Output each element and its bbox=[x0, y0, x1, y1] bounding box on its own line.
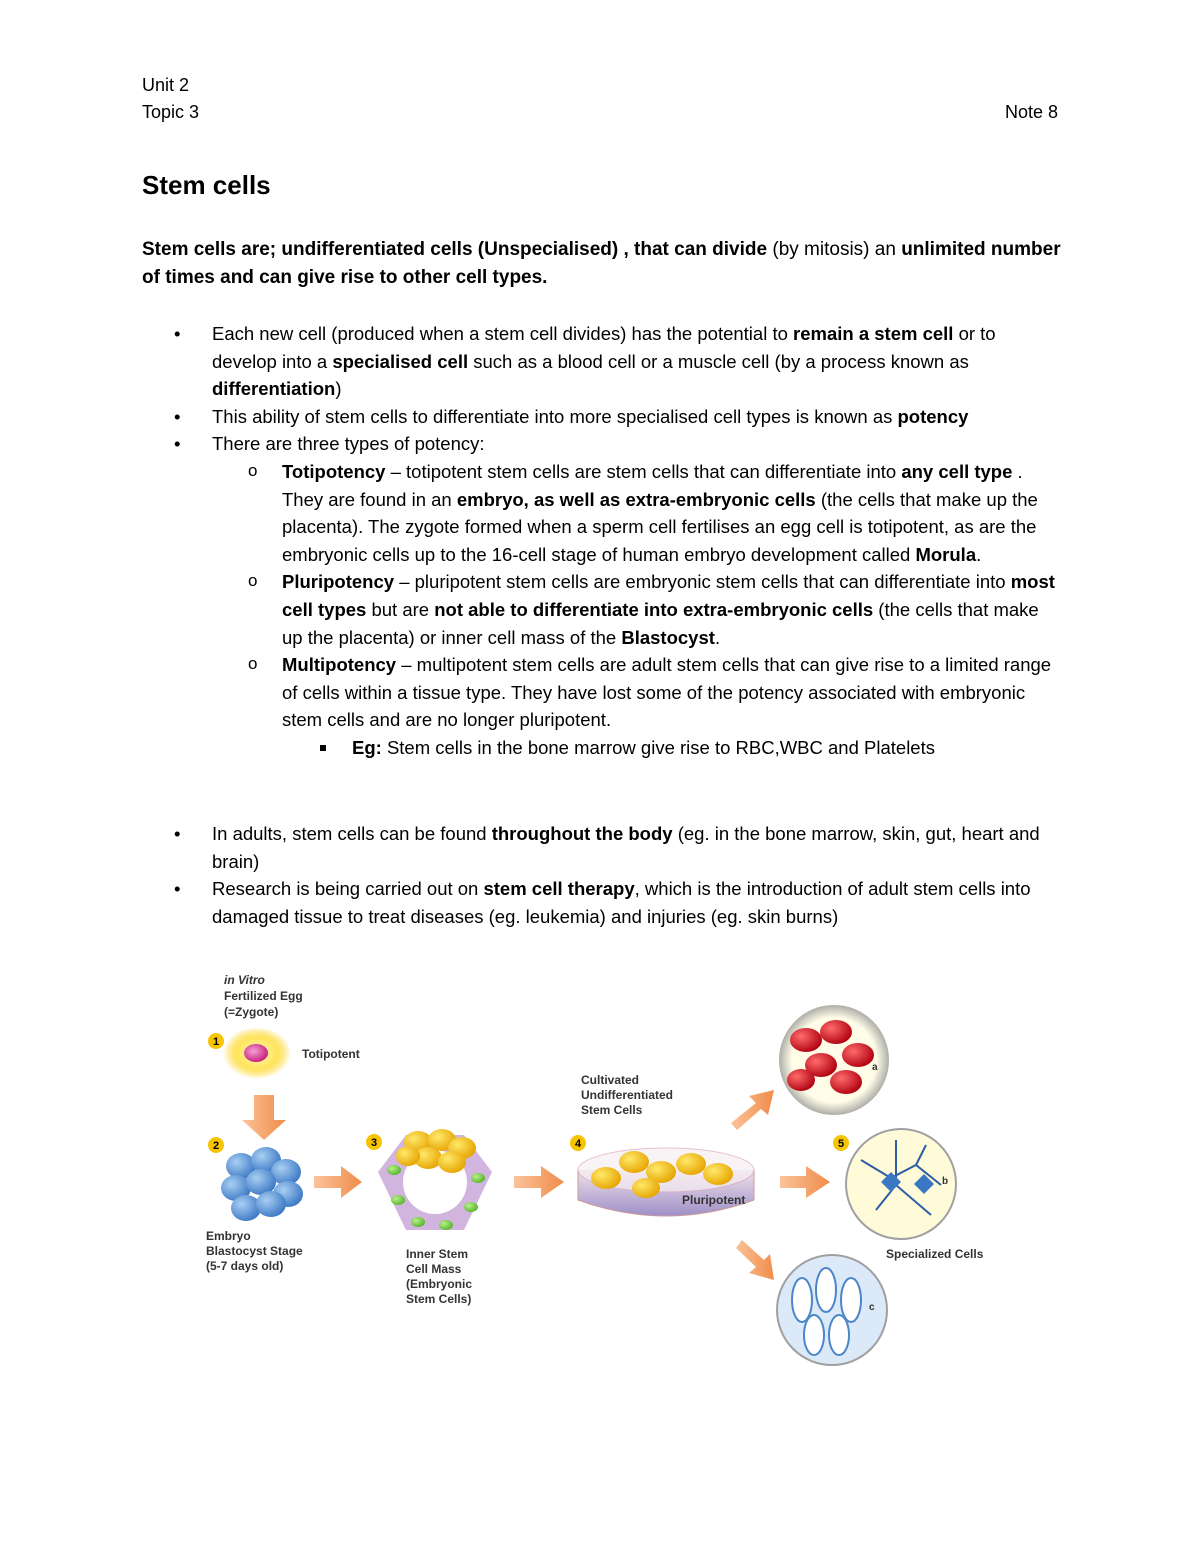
inner-cell-mass bbox=[378, 1129, 492, 1230]
bullet-new-cell bbox=[142, 320, 1062, 403]
text-bold: potency bbox=[897, 405, 969, 427]
definition-paragraph bbox=[142, 236, 1062, 292]
unit-label: Unit 2 bbox=[142, 75, 190, 95]
bullet-list-secondary bbox=[142, 820, 1062, 930]
text-bold: embryo, as well as extra-embryonic cells bbox=[456, 488, 816, 510]
text: but are bbox=[366, 598, 435, 620]
label-in-vitro: in Vitro bbox=[224, 973, 265, 987]
label-inner-stem-4: Stem Cells) bbox=[406, 1292, 472, 1306]
text-bold: Totipotency bbox=[282, 460, 386, 482]
text: . They are found in an bbox=[282, 460, 1023, 510]
bullet-list-main bbox=[142, 320, 1062, 762]
bullet-potency-types bbox=[142, 430, 1062, 761]
label-fertilized-egg: Fertilized Egg bbox=[224, 989, 303, 1003]
label-pluripotent: Pluripotent bbox=[682, 1193, 746, 1207]
step-number-1: 1 bbox=[212, 1036, 220, 1048]
text-bold: Multipotency bbox=[282, 654, 397, 676]
text-bold: not able to differentiate into extra-embryonic cells bbox=[434, 598, 874, 620]
text-bold: Blastocyst bbox=[621, 626, 715, 648]
label-specialized-cells: Specialized Cells bbox=[886, 1247, 984, 1261]
text: – totipotent stem cells are stem cells that can differentiate into bbox=[385, 460, 902, 482]
text-bold: specialised cell bbox=[332, 350, 469, 372]
bullet-research bbox=[142, 875, 1062, 930]
text-bold: Eg: bbox=[352, 736, 382, 758]
text: Each new cell (produced when a stem cell divides) has the potential to bbox=[212, 323, 794, 344]
label-cultivated-2: Undifferentiated bbox=[581, 1088, 674, 1102]
text: This ability of stem cells to differentiate into more specialised cell types is known as bbox=[212, 405, 898, 427]
text: There are three types of potency: bbox=[212, 433, 485, 455]
arrow-down-right bbox=[736, 1240, 774, 1280]
text-bold: any cell type bbox=[901, 460, 1013, 482]
blastocyst-cluster bbox=[221, 1147, 303, 1221]
specialized-cell-red-blood bbox=[779, 1005, 889, 1115]
arrow-right-2 bbox=[514, 1166, 564, 1198]
stem-cell-diagram bbox=[196, 960, 1026, 1380]
text-bold: Pluripotency bbox=[282, 571, 395, 593]
arrow-right-1 bbox=[314, 1166, 362, 1198]
topic-label: Topic 3 bbox=[142, 102, 200, 122]
label-b: b bbox=[942, 1176, 949, 1187]
text: In adults, stem cells can be found bbox=[212, 823, 492, 844]
header-row bbox=[142, 99, 1058, 126]
example-sublist bbox=[282, 734, 1062, 762]
page-header bbox=[142, 72, 1058, 126]
arrow-up-right bbox=[731, 1090, 774, 1130]
text: (eg. in the bone marrow, skin, gut, heart and brain) bbox=[212, 823, 1040, 872]
label-inner-stem-3: (Embryonic bbox=[406, 1277, 473, 1291]
text-bold: Morula bbox=[915, 543, 977, 565]
arrow-right-3 bbox=[780, 1166, 830, 1198]
definition-part-3: unlimited number of times and can give rise to other cell types. bbox=[142, 239, 1061, 288]
label-cultivated-1: Cultivated bbox=[581, 1073, 640, 1087]
zygote-nucleus bbox=[244, 1044, 268, 1062]
bullet-potency bbox=[142, 403, 1062, 431]
text-bold: stem cell therapy bbox=[483, 878, 635, 900]
label-inner-stem-1: Inner Stem bbox=[406, 1247, 469, 1261]
text-bold: differentiation bbox=[212, 378, 336, 400]
text-bold: most cell types bbox=[282, 571, 1055, 620]
label-totipotent: Totipotent bbox=[302, 1047, 360, 1061]
subitem-multipotency bbox=[212, 651, 1062, 761]
label-days: (5-7 days old) bbox=[206, 1259, 284, 1273]
text: Stem cells in the bone marrow give rise to RBC,WBC and Platelets bbox=[381, 736, 935, 758]
label-inner-stem-2: Cell Mass bbox=[406, 1262, 462, 1276]
step-number-5: 5 bbox=[837, 1138, 845, 1150]
specialized-cell-nerve bbox=[846, 1129, 956, 1239]
definition-part-2: (by mitosis) an bbox=[767, 239, 902, 260]
text: such as a blood cell or a muscle cell (by a process known as bbox=[468, 350, 969, 372]
text-bold: throughout the body bbox=[491, 823, 673, 844]
text: . bbox=[976, 543, 982, 565]
subitem-example bbox=[282, 734, 1062, 762]
text: or to develop into a bbox=[212, 323, 996, 372]
arrow-down bbox=[242, 1095, 286, 1140]
text: – pluripotent stem cells are embryonic stem cells that can differentiate into bbox=[394, 571, 1011, 593]
bullet-adults bbox=[142, 820, 1062, 875]
text: . bbox=[714, 626, 721, 648]
text: (the cells that make up the placenta). The zygote formed when a sperm cell fertilises an egg cell is totipotent, as are the embryonic cells up to the 16-cell stage of human embryo development called bbox=[282, 488, 1038, 565]
label-embryo: Embryo bbox=[206, 1229, 251, 1243]
label-c: c bbox=[869, 1302, 875, 1313]
subitem-totipotency bbox=[212, 458, 1062, 568]
potency-sublist bbox=[212, 458, 1062, 762]
text: , which is the introduction of adult stem cells into damaged tissue to treat diseases (eg. leukemia) and injuries (eg. skin burns) bbox=[212, 878, 1031, 927]
note-label: Note 8 bbox=[1004, 102, 1058, 122]
label-zygote: (=Zygote) bbox=[224, 1005, 279, 1019]
text: (the cells that make up the placenta) or inner cell mass of the bbox=[282, 598, 1039, 648]
label-cultivated-3: Stem Cells bbox=[581, 1103, 643, 1117]
definition-part-1: Stem cells are; undifferentiated cells (Unspecialised) , that can divide bbox=[142, 239, 768, 260]
step-number-2: 2 bbox=[212, 1140, 220, 1152]
step-number-3: 3 bbox=[370, 1137, 378, 1149]
page-title: Stem cells bbox=[142, 170, 271, 200]
text-bold: remain a stem cell bbox=[793, 323, 954, 344]
subitem-pluripotency bbox=[212, 568, 1062, 651]
text: Research is being carried out on bbox=[212, 878, 484, 900]
text: ) bbox=[335, 378, 342, 400]
label-a: a bbox=[872, 1062, 878, 1073]
label-blastocyst-stage: Blastocyst Stage bbox=[206, 1244, 303, 1258]
text: – multipotent stem cells are adult stem cells that can give rise to a limited range of cells within a tissue type. They have lost some of the potency associated with embryonic stem cells and are no longer pluripotent. bbox=[282, 654, 1052, 731]
step-number-4: 4 bbox=[574, 1138, 582, 1150]
